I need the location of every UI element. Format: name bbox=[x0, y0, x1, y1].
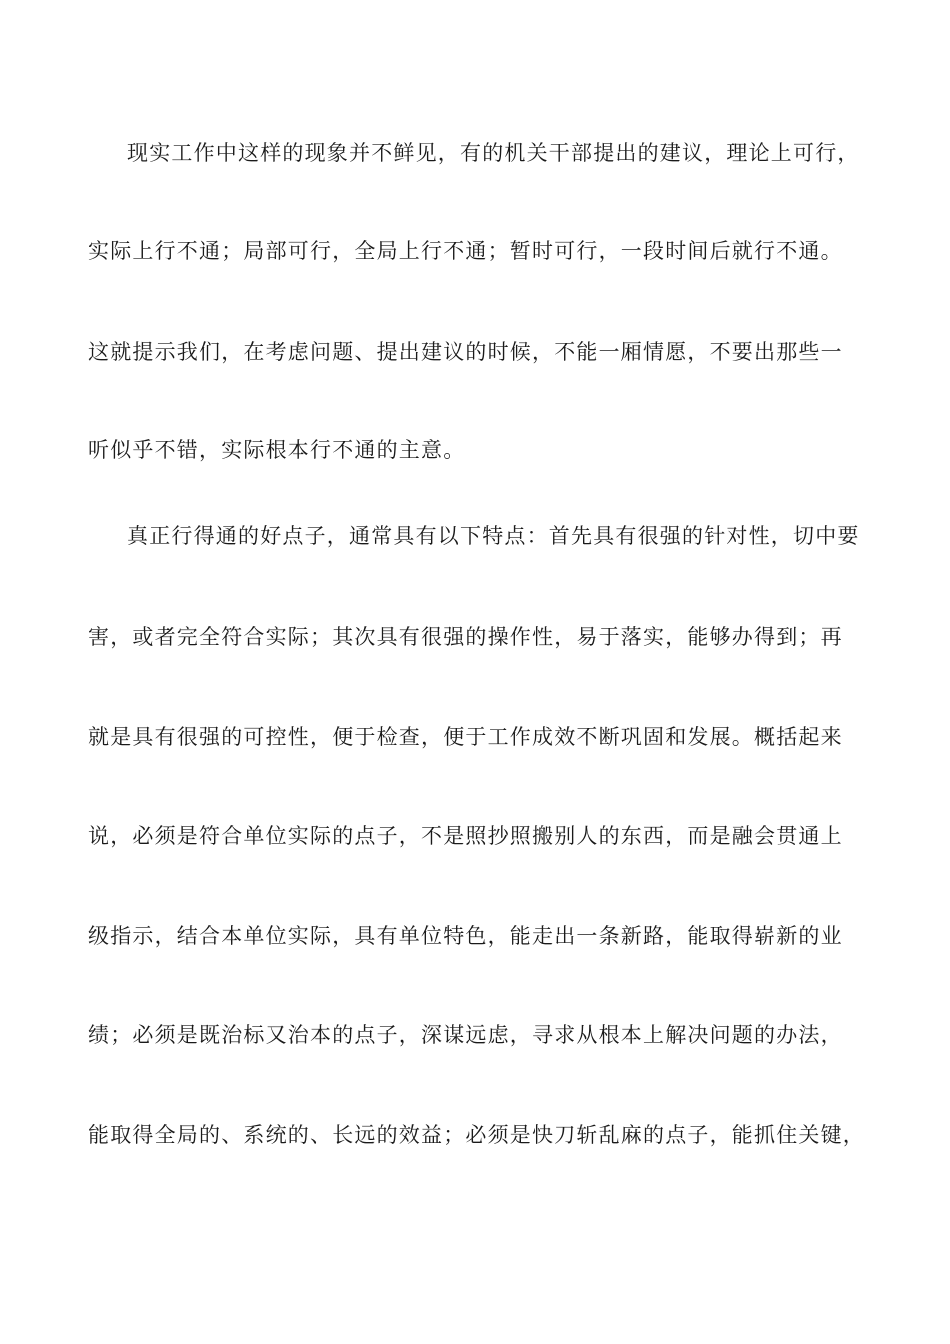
paragraph-2-line-4: 说，必须是符合单位实际的点子，不是照抄照搬别人的东西，而是融会贯通上 bbox=[88, 824, 843, 848]
paragraph-2-line-7: 能取得全局的、系统的、长远的效益；必须是快刀斩乱麻的点子，能抓住关键， bbox=[88, 1123, 865, 1147]
paragraph-2-line-6: 绩；必须是既治标又治本的点子，深谋远虑，寻求从根本上解决问题的办法， bbox=[88, 1023, 843, 1047]
paragraph-1-line-1: 现实工作中这样的现象并不鲜见，有的机关干部提出的建议，理论上可行， bbox=[127, 141, 860, 165]
paragraph-1-line-4: 听似乎不错，实际根本行不通的主意。 bbox=[88, 438, 466, 462]
paragraph-1-line-2: 实际上行不通；局部可行，全局上行不通；暂时可行，一段时间后就行不通。 bbox=[88, 239, 843, 263]
paragraph-1-line-3: 这就提示我们，在考虑问题、提出建议的时候，不能一厢情愿，不要出那些一 bbox=[88, 340, 843, 364]
paragraph-2-line-2: 害，或者完全符合实际；其次具有很强的操作性，易于落实，能够办得到；再 bbox=[88, 625, 843, 649]
paragraph-2-line-1: 真正行得通的好点子，通常具有以下特点：首先具有很强的针对性，切中要 bbox=[127, 524, 860, 548]
paragraph-2-line-5: 级指示，结合本单位实际，具有单位特色，能走出一条新路，能取得崭新的业 bbox=[88, 924, 843, 948]
paragraph-2-line-3: 就是具有很强的可控性，便于检查，便于工作成效不断巩固和发展。概括起来 bbox=[88, 725, 843, 749]
